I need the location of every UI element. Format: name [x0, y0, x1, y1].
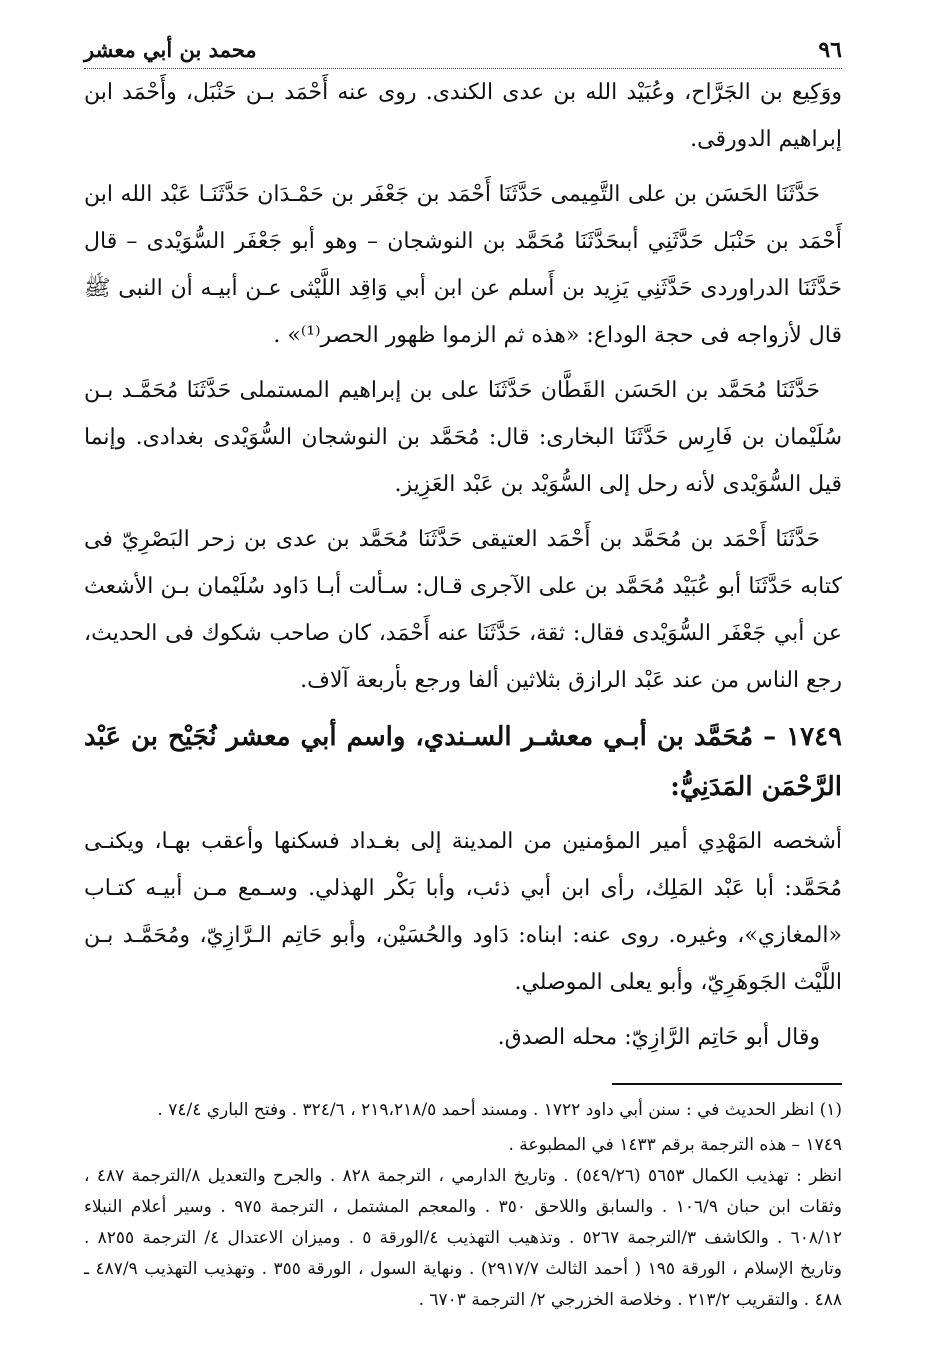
- entry-heading: ١٧٤٩ – مُحَمَّد بن أبـي معشـر السـندي، واسم أبي معشر نُجَيْح بن عَبْد الرَّحْمَن المَدَنِيُّ:: [84, 722, 842, 802]
- main-text: [84, 69, 842, 1061]
- footnote-divider: [612, 1083, 842, 1085]
- paragraph: وقال أبو حَاتِم الرَّازِيّ: محله الصدق.: [497, 1025, 820, 1050]
- paragraph: حَدَّثَنَا الحَسَن بن على التَّمِيمى حَدَّثَنَا أَحْمَد بن جَعْفَر بن حَمْـدَان حَدَّثَنَـا عَبْد الله ابن أَحْمَد بن حَنْبَل حَدَّثَنِي أبىحَدَّثَنَا مُحَمَّد بن النوشجان – وهو أبو جَعْفَر السُّوَيْدى – قال حَدَّثَنَا الدراوردى حَدَّثَنِي يَزِيد بن أَسلم عن ابن أبي وَاقِد اللَّيْثى عـن أبيـه أن النبى ﷺ قال لأزواجه فى حجة الوداع: «هذه ثم الزموا ظهور الحصر⁽¹⁾» .: [84, 182, 842, 348]
- paragraph: ووَكِيع بن الجَرَّاح، وعُبَيْد الله بن عدى الكندى. روى عنه أَحْمَد بـن حَنْبَل، وأَحْمَد ابن إبراهيم الدورقى.: [84, 80, 842, 152]
- running-header: [84, 34, 842, 69]
- footnote: ١٧٤٩ – هذه الترجمة برقم ١٤٣٣ في المطبوعة .: [508, 1135, 842, 1155]
- paragraph: حَدَّثَنَا أَحْمَد بن مُحَمَّد بن أَحْمَد العتيقى حَدَّثَنَا مُحَمَّد بن عدى بن زحر البَصْرِيّ فى كتابه حَدَّثَنَا أبو عُبَيْد مُحَمَّد بن على الآجرى قـال: سـألت أبـا دَاود سُلَيْمان بـن الأشعث عن أبي جَعْفَر السُّوَيْدى فقال: ثقة، حَدَّثَنَا عنه أَحْمَد، كان صاحب شكوك فى الحديث، رجع الناس من عند عَبْد الرازق بثلاثين ألفا ورجع بأربعة آلاف.: [84, 527, 842, 693]
- book-page: [84, 34, 842, 1316]
- footnote: انظر : تهذيب الكمال ٥٦٥٣ (٥٤٩/٢٦) . وتاريخ الدارمي ، الترجمة ٨٢٨ . والجرح والتعديل ٨/الترجمة ٤٨٧ ، وثقات ابن حبان ١٠٦/٩ . والسابق واللاحق ٣٥٠ . والمعجم المشتمل ، الترجمة ٩٧٥ . وسير أعلام النبلاء ٦٠٨/١٢ . والكاشف ٣/الترجمة ٥٢٦٧ . وتذهيب التهذيب ٤/الورقة ٥ . وميزان الاعتدال ٤/ الترجمة ٨٢٥٥ . وتاريخ الإسلام ، الورقة ١٩٥ ( أحمد الثالث ٢٩١٧/٧) . ونهاية السول ، الورقة ٣٥٥ . وتهذيب التهذيب ٤٨٧/٩ ـ ٤٨٨ . والتقريب ٢١٣/٢ . وخلاصة الخزرجي ٢/ الترجمة ٦٧٠٣ .: [84, 1166, 843, 1310]
- paragraph: أشخصه المَهْدِي أمير المؤمنين من المدينة إلى بغـداد فسكنها وأعقب بهـا، ويكنـى مُحَمَّد: أبا عَبْد المَلِك، رأى ابن أبي ذئب، وأبا بَكْر الهذلي. وسـمع مـن أبيـه كتـاب «المغازي»، وغيره. روى عنه: ابناه: دَاود والحُسَيْن، وأبو حَاتِم الـرَّازِيّ، ومُحَمَّـد بـن اللَّيْث الجَوهَرِيّ، وأبو يعلى الموصلي.: [84, 829, 842, 995]
- footnote: (١) انظر الحديث في : سنن أبي داود ١٧٢٢ . ومسند أحمد ٢١٩،٢١٨/٥ ، ٣٢٤/٦ . وفتح الباري ٧٤/٤ .: [157, 1100, 842, 1120]
- paragraph: حَدَّثَنَا مُحَمَّد بن الحَسَن القَطَّان حَدَّثَنَا على بن إبراهيم المستملى حَدَّثَنَا مُحَمَّـد بـن سُلَيْمان بن فَارِس حَدَّثَنَا البخارى: قال: مُحَمَّد بن النوشجان السُّوَيْدى بغدادى. وإنما قيل السُّوَيْدى لأنه رحل إلى السُّوَيْد بن عَبْد العَزِيز.: [84, 378, 842, 497]
- page-number: ٩٦: [818, 37, 842, 63]
- running-title: محمد بن أبي معشر: [84, 37, 257, 62]
- footnotes: [84, 1095, 842, 1316]
